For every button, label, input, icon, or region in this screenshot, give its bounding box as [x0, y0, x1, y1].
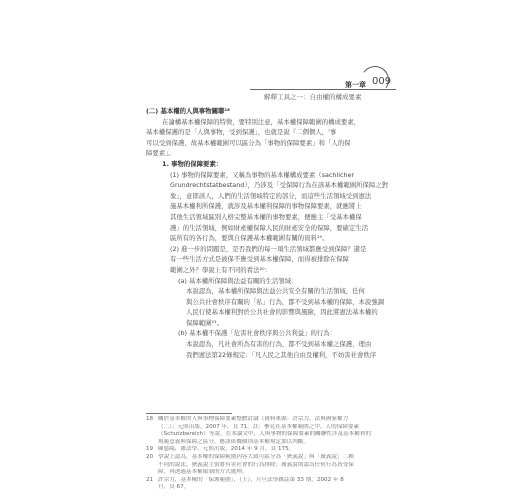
page-number: 009	[372, 76, 392, 87]
footnote	[146, 454, 390, 477]
footnote-text	[158, 416, 390, 446]
body-line: 我們憲法第22條規定：「凡人民之其他自由及權利，不妨害社會秩序	[186, 350, 377, 359]
footnote-line: 關於基本權的人與事物保障要素整體討論（資料來源：許宗力，法與國家權力	[158, 416, 349, 422]
body-line: (a) 基本權所保障與法益有關的生活領域：	[178, 276, 298, 285]
footnote-number: 21	[146, 476, 154, 483]
footnote-line: 不同的說法，狹義說主張將有害社會的行為排除；廣義說則認為任何行為皆受保	[158, 461, 354, 468]
body-line: (b) 基本權不保護「危害社會秩序與公共利益」的行為：	[178, 329, 337, 338]
footnote-line: 陳慈陽，憲法學，元照出版，2014 年 9 月，頁 175。	[158, 446, 295, 453]
body-line: 區所有的各行為，要與自保護基本權範圍有關的資料¹⁹。	[170, 234, 329, 243]
body-line: 在論構基本權保障的特徵，要特別注意，基本權保障範圍的構成要素，	[162, 117, 361, 126]
chapter-label: 第一章	[345, 81, 366, 89]
footnote-number: 20	[146, 453, 154, 460]
footnote-separator	[146, 413, 232, 414]
body-line: 1. 事物的保障要素：	[162, 159, 223, 168]
body-line: Grundrechtstatbestand），乃涉及「受保障行為在該基本權範圍所保障之對	[170, 181, 389, 190]
body-line: 保障範圍²¹。	[186, 318, 224, 327]
footnote	[146, 477, 390, 492]
body-line: 護」的生活領域，例如財產權保障人民的財產安全的保障，要確定生活	[170, 223, 369, 232]
footnote-line: 學說上認為，基本權的保障範圍內容大致可區分為「狹義說」與「廣義說」二種	[158, 453, 354, 460]
body-line: (二) 基本權的人與事物關聯¹⁸	[146, 107, 230, 115]
footnote-text	[158, 454, 390, 477]
footnote	[146, 446, 390, 454]
footnotes	[146, 416, 390, 492]
body-line: 範圍之外？學說上有不同的看法²⁰：	[170, 265, 271, 274]
footnote-line: 障，再透過基本權限制的方式處理。	[158, 469, 248, 476]
footnote-line: （Schutzbereich）等說，在本論文中，人與事物的保障要素的關聯性涉及基本權利的	[158, 431, 372, 438]
body-line: 其他生活領域區別人格完整基本權的事物要素，便應主「受基本權保	[170, 212, 362, 221]
footnote-text	[158, 446, 390, 454]
body-line: 有一些生活方式是被保不應受到基本權保障，而得被排除在保障	[170, 255, 349, 264]
footnote	[146, 416, 390, 446]
body-line: 施基本權利所保護，就涉及基本權利保障的事物保障要素，就應將上	[170, 202, 362, 211]
footnote-line: 許宗力，基本權的「保護範圍」，（上），月旦法學雜誌第 33 期，2002 年 8	[158, 476, 344, 483]
body-line: 與公共社會秩序有關的「私」行為，都不受到基本權的保障，本說強調	[186, 297, 385, 306]
body-line: 可以受到保護，故基本權範圍可以區分為「事物的保障要素」和「人的保	[146, 138, 351, 147]
body-line: 基本權保護的是「人與事物，受到保護」，也就是說『二個個人，'事	[146, 128, 337, 137]
body-text	[146, 106, 390, 360]
footnote-text	[158, 477, 390, 492]
body-line: (2) 進一步的問題是，是否我們的每一項生活領域都應受到保障？還是	[170, 244, 367, 253]
footnote-number: 19	[146, 446, 154, 453]
header-rule	[250, 89, 396, 90]
footnote-line: 規範意義與保障之區分，應該依據個別基本權規定加以判斷。	[158, 438, 310, 445]
footnote-number: 18	[146, 416, 154, 422]
footnote-line: 月，頁 67。	[158, 484, 190, 491]
body-line: 本說認為，凡社會所為有害的行為，都不受到基本權之保護，理由	[186, 340, 372, 349]
footnote-line: （二）；元照出版，2007 年，頁 71。註：參見在基本權範圍之中，人的保障要素	[158, 423, 360, 430]
body-line: 本說認為，基本權所保障與法益公共安全有關的生活領域，任何	[186, 287, 365, 296]
body-line: 人民行使基本權利對於公共社會的影響與風險，因此將憲法基本權的	[186, 308, 378, 317]
body-line: 障要素」。	[146, 149, 175, 158]
body-line: 象」，意即該人，人們的生活領域特定的部分，而這些生活領域受到憲法	[170, 191, 372, 200]
body-line: (1) 事物的保障要素，又稱為事物的基本權構成要素（sachlicher	[170, 170, 355, 179]
running-header-title: 解釋工具之一：自由權的構成要素	[264, 93, 362, 101]
